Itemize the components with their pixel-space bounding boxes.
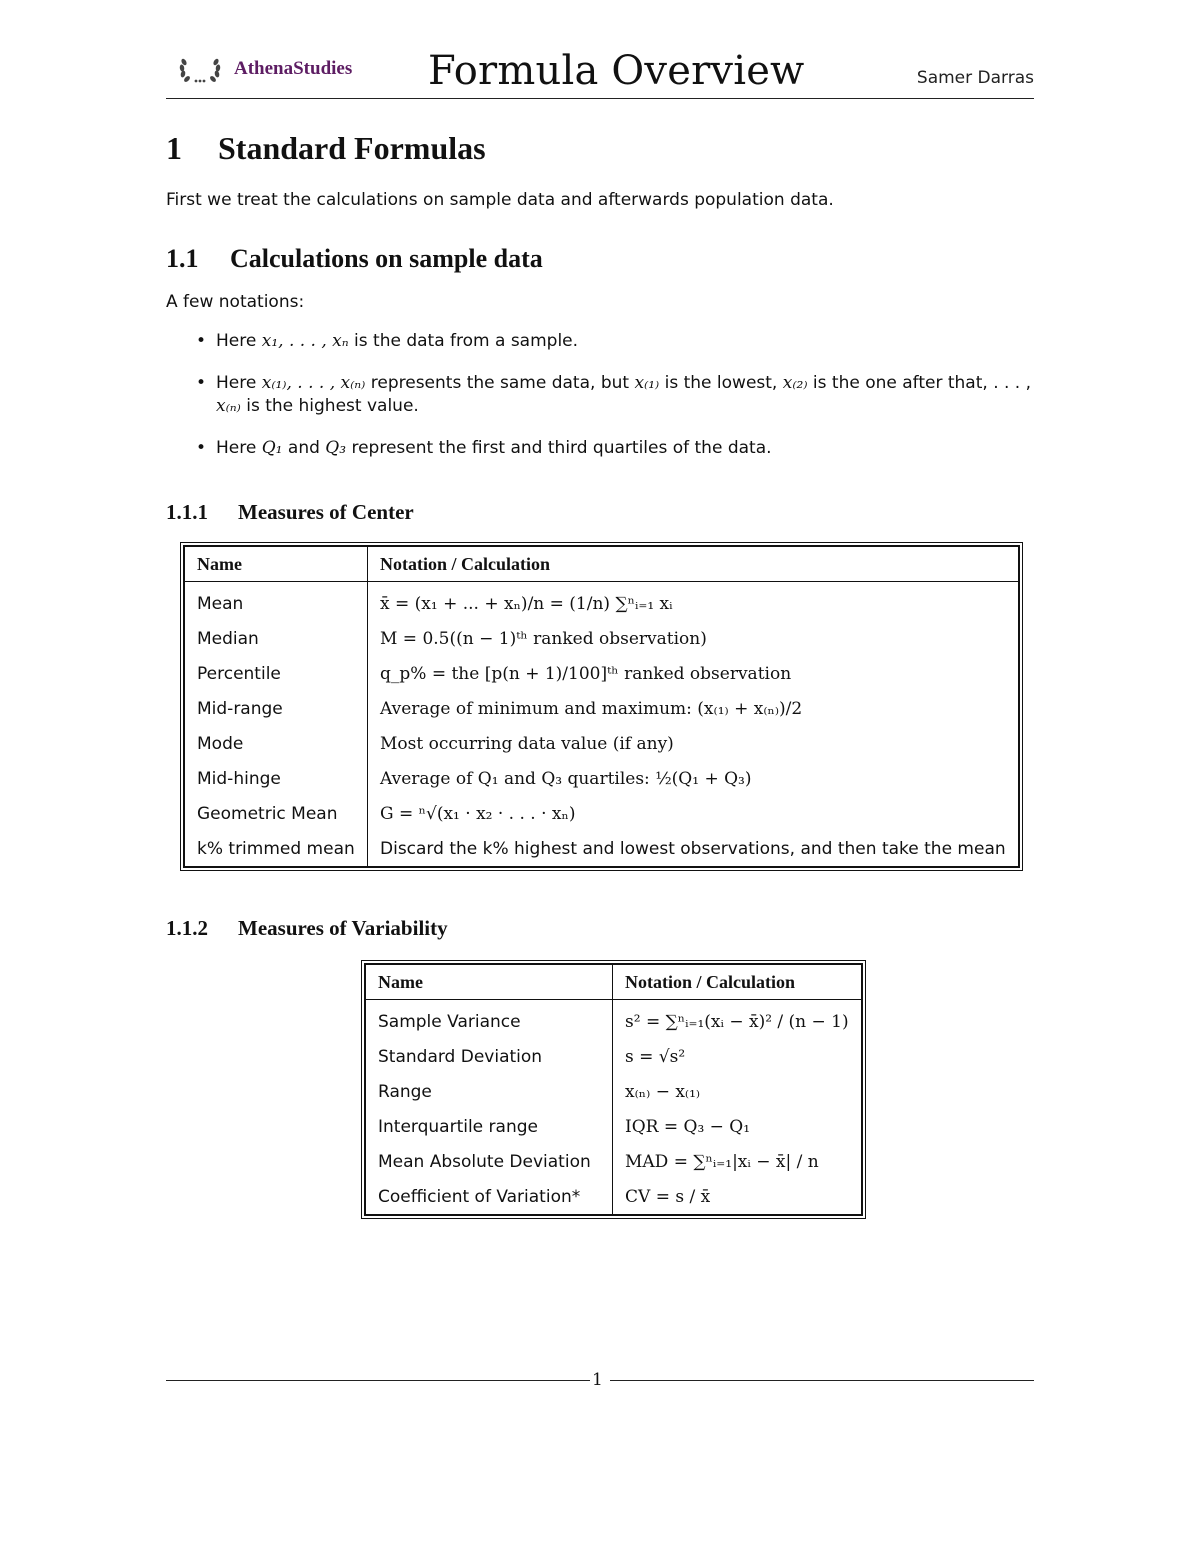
bullet-text: represent the first and third quartiles of the data. bbox=[346, 438, 772, 458]
table-row bbox=[365, 1074, 862, 1109]
list-item bbox=[166, 330, 1046, 353]
table-row bbox=[365, 1144, 862, 1179]
measure-name: Interquartile range bbox=[365, 1109, 613, 1144]
list-item bbox=[166, 372, 1046, 418]
table-row bbox=[365, 1179, 862, 1215]
measure-name: Standard Deviation bbox=[365, 1039, 613, 1074]
measure-name: k% trimmed mean bbox=[184, 831, 368, 867]
notation-list bbox=[166, 330, 1046, 479]
column-header-name: Name bbox=[365, 964, 613, 1000]
measure-formula: Most occurring data value (if any) bbox=[380, 733, 674, 754]
table-row bbox=[365, 1039, 862, 1074]
footer-rule-right bbox=[610, 1380, 1034, 1381]
section-title: Measures of Variability bbox=[238, 916, 448, 940]
list-item bbox=[166, 437, 1046, 460]
bullet-dot: • bbox=[196, 373, 207, 393]
measure-name: Mid-hinge bbox=[184, 761, 368, 796]
section-1-heading bbox=[166, 130, 486, 167]
athenastudies-logo bbox=[178, 54, 352, 84]
column-header-notation: Notation / Calculation bbox=[613, 964, 862, 1000]
table-row bbox=[184, 656, 1019, 691]
table-row bbox=[184, 582, 1019, 622]
math-expression: x₍₁₎, . . . , x₍ₙ₎ bbox=[261, 373, 366, 393]
header-rule bbox=[166, 98, 1034, 99]
math-expression: x₁, . . . , xₙ bbox=[261, 331, 349, 351]
math-expression: x₍₁₎ bbox=[634, 373, 660, 393]
logo-text: AthenaStudies bbox=[234, 58, 353, 79]
section-number: 1.1.1 bbox=[166, 500, 208, 524]
measure-formula: Average of Q₁ and Q₃ quartiles: ½(Q₁ + Q₃) bbox=[380, 768, 752, 789]
bullet-text: is the highest value. bbox=[240, 396, 419, 416]
measure-formula: s² = ∑ⁿᵢ₌₁(xᵢ − x̄)² / (n − 1) bbox=[625, 1011, 849, 1032]
page-header bbox=[166, 40, 1034, 98]
page-number: 1 bbox=[592, 1370, 603, 1390]
measure-name: Mode bbox=[184, 726, 368, 761]
table-row bbox=[184, 691, 1019, 726]
table-row bbox=[184, 796, 1019, 831]
column-header-name: Name bbox=[184, 546, 368, 582]
math-expression: Q₁ bbox=[261, 438, 283, 458]
measure-formula: Discard the k% highest and lowest observations, and then take the mean bbox=[380, 838, 1006, 859]
bullet-text: is the one after that, . . . , bbox=[807, 373, 1032, 393]
math-expression: Q₃ bbox=[325, 438, 347, 458]
bullet-text: is the lowest, bbox=[659, 373, 783, 393]
section-number: 1.1 bbox=[166, 244, 199, 273]
table-row bbox=[184, 726, 1019, 761]
measure-formula: Average of minimum and maximum: (x₍₁₎ + x₍ₙ₎)/2 bbox=[380, 698, 803, 719]
table-row bbox=[365, 1000, 862, 1040]
table-row bbox=[184, 621, 1019, 656]
bullet-dot: • bbox=[196, 438, 207, 458]
author-name: Samer Darras bbox=[916, 68, 1034, 88]
bullet-dot: • bbox=[196, 331, 207, 351]
notations-lead: A few notations: bbox=[166, 292, 305, 312]
measure-formula: M = 0.5((n − 1)ᵗʰ ranked observation) bbox=[380, 628, 707, 649]
bullet-text: is the data from a sample. bbox=[348, 331, 579, 351]
measure-name: Mean bbox=[184, 582, 368, 622]
section-title: Standard Formulas bbox=[218, 130, 486, 166]
table-row bbox=[365, 1109, 862, 1144]
measure-formula: G = ⁿ√(x₁ · x₂ · . . . · xₙ) bbox=[380, 803, 576, 824]
bullet-text: Here bbox=[216, 331, 262, 351]
measure-name: Median bbox=[184, 621, 368, 656]
table-row bbox=[184, 761, 1019, 796]
measure-name: Percentile bbox=[184, 656, 368, 691]
section-title: Calculations on sample data bbox=[230, 244, 543, 273]
measure-formula: CV = s / x̄ bbox=[625, 1186, 711, 1207]
section-number: 1 bbox=[166, 130, 182, 166]
math-expression: x₍₂₎ bbox=[782, 373, 808, 393]
table-row bbox=[184, 831, 1019, 867]
footer-rule-left bbox=[166, 1380, 590, 1381]
measures-of-variability-table bbox=[361, 960, 866, 1219]
bullet-text: represents the same data, but bbox=[365, 373, 635, 393]
measure-name: Geometric Mean bbox=[184, 796, 368, 831]
section-1-1-2-heading bbox=[166, 916, 448, 941]
measure-name: Mean Absolute Deviation bbox=[365, 1144, 613, 1179]
document-title: Formula Overview bbox=[428, 48, 805, 94]
measure-name: Range bbox=[365, 1074, 613, 1109]
section-1-intro: First we treat the calculations on sample data and afterwards population data. bbox=[166, 190, 834, 210]
center-table-grid bbox=[183, 545, 1020, 868]
section-title: Measures of Center bbox=[238, 500, 414, 524]
section-1-1-1-heading bbox=[166, 500, 414, 525]
measure-formula: IQR = Q₃ − Q₁ bbox=[625, 1116, 751, 1137]
measure-name: Coefficient of Variation* bbox=[365, 1179, 613, 1215]
measure-formula: x₍ₙ₎ − x₍₁₎ bbox=[625, 1081, 701, 1102]
measure-name: Mid-range bbox=[184, 691, 368, 726]
laurel-icon bbox=[178, 54, 222, 84]
measure-formula: q_p% = the [p(n + 1)/100]ᵗʰ ranked observation bbox=[380, 663, 792, 684]
measure-formula: x̄ = (x₁ + ... + xₙ)/n = (1/n) ∑ⁿᵢ₌₁ xᵢ bbox=[380, 593, 673, 614]
table-header-row bbox=[365, 964, 862, 1000]
table-header-row bbox=[184, 546, 1019, 582]
measures-of-center-table bbox=[180, 542, 1023, 871]
variability-table-grid bbox=[364, 963, 863, 1216]
measure-formula: MAD = ∑ⁿᵢ₌₁|xᵢ − x̄| / n bbox=[625, 1151, 819, 1172]
bullet-text: and bbox=[282, 438, 326, 458]
bullet-text: Here bbox=[216, 438, 262, 458]
section-number: 1.1.2 bbox=[166, 916, 208, 940]
measure-formula: s = √s² bbox=[625, 1046, 686, 1067]
column-header-notation: Notation / Calculation bbox=[368, 546, 1019, 582]
bullet-text: Here bbox=[216, 373, 262, 393]
measure-name: Sample Variance bbox=[365, 1000, 613, 1040]
section-1-1-heading bbox=[166, 244, 543, 274]
math-expression: x₍ₙ₎ bbox=[216, 396, 241, 416]
